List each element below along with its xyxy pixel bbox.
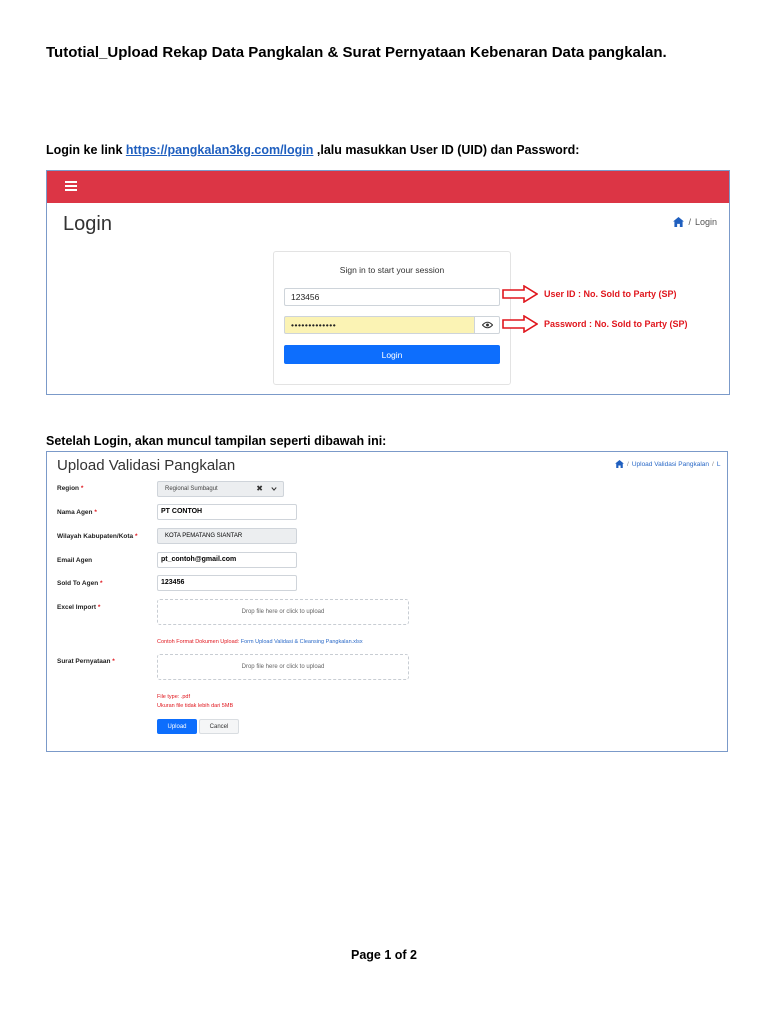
upload-page-title: Upload Validasi Pangkalan bbox=[57, 457, 236, 474]
user-id-callout bbox=[502, 285, 677, 303]
nama-agen-label: Nama Agen * bbox=[57, 509, 97, 516]
breadcrumb-separator: / bbox=[627, 460, 629, 468]
breadcrumb-separator: / bbox=[688, 217, 691, 227]
excel-dropzone[interactable]: Drop file here or click to upload bbox=[157, 599, 409, 625]
breadcrumb-current: Login bbox=[694, 217, 717, 227]
right-arrow-icon bbox=[502, 285, 538, 303]
show-password-button[interactable] bbox=[474, 316, 500, 334]
surat-label: Surat Pernyataan * bbox=[57, 658, 115, 665]
wilayah-input: KOTA PEMATANG SIANTAR bbox=[157, 528, 297, 544]
login-link[interactable]: https://pangkalan3kg.com/login bbox=[125, 143, 314, 157]
breadcrumb-trailing[interactable]: L bbox=[716, 460, 721, 468]
step2-instruction: Setelah Login, akan muncul tampilan seperti dibawah ini: bbox=[46, 434, 387, 448]
cancel-button[interactable]: Cancel bbox=[199, 719, 239, 734]
file-type-hint: File type: .pdf bbox=[157, 694, 191, 700]
region-value: Regional Sumbagut bbox=[165, 486, 218, 492]
breadcrumb bbox=[673, 217, 717, 227]
nama-agen-input[interactable]: PT CONTOH bbox=[157, 504, 297, 520]
upload-screenshot bbox=[46, 451, 728, 752]
breadcrumb-separator: / bbox=[712, 460, 714, 468]
password-input[interactable]: ••••••••••••• bbox=[284, 316, 474, 334]
file-size-hint: Ukuran file tidak lebih dari 5MB bbox=[157, 703, 234, 709]
user-id-callout-text: User ID : No. Sold to Party (SP) bbox=[544, 289, 677, 299]
top-navbar bbox=[47, 171, 729, 203]
password-callout-text: Password : No. Sold to Party (SP) bbox=[544, 319, 688, 329]
sold-to-label: Sold To Agen * bbox=[57, 580, 103, 587]
user-id-input[interactable]: 123456 bbox=[284, 288, 500, 306]
template-download-link[interactable]: Form Upload Validasi & Cleansing Pangkalan.xlsx bbox=[240, 639, 363, 645]
step1-prefix: Login ke link bbox=[46, 143, 126, 157]
login-card bbox=[273, 251, 511, 385]
eye-icon bbox=[482, 321, 493, 329]
login-page-title: Login bbox=[63, 213, 112, 235]
login-button[interactable]: Login bbox=[284, 345, 500, 364]
login-screenshot bbox=[46, 170, 730, 395]
breadcrumb bbox=[615, 460, 720, 468]
format-hint: Contoh Format Dokumen Upload: Form Upload Validasi & Cleansing Pangkalan.xlsx bbox=[157, 639, 363, 645]
region-select[interactable] bbox=[157, 481, 284, 497]
home-icon[interactable] bbox=[673, 217, 684, 227]
wilayah-label: Wilayah Kabupaten/Kota * bbox=[57, 533, 138, 540]
email-input[interactable]: pt_contoh@gmail.com bbox=[157, 552, 297, 568]
surat-dropzone[interactable]: Drop file here or click to upload bbox=[157, 654, 409, 680]
step1-suffix: ,lalu masukkan User ID (UID) dan Password: bbox=[313, 143, 580, 157]
home-icon[interactable] bbox=[615, 460, 624, 468]
excel-import-label: Excel Import * bbox=[57, 604, 101, 611]
login-message: Sign in to start your session bbox=[339, 265, 445, 275]
sold-to-input[interactable]: 123456 bbox=[157, 575, 297, 591]
step1-instruction bbox=[46, 143, 579, 157]
upload-button[interactable]: Upload bbox=[157, 719, 197, 734]
region-label: Region * bbox=[57, 485, 84, 492]
page-number: Page 1 of 2 bbox=[351, 948, 417, 962]
clear-icon[interactable]: ✖ bbox=[256, 484, 263, 493]
menu-icon[interactable] bbox=[65, 181, 77, 191]
chevron-down-icon bbox=[271, 486, 277, 492]
password-callout bbox=[502, 315, 688, 333]
right-arrow-icon bbox=[502, 315, 538, 333]
email-label: Email Agen bbox=[57, 557, 93, 564]
document-title: Tutotial_Upload Rekap Data Pangkalan & Surat Pernyataan Kebenaran Data pangkalan. bbox=[46, 44, 667, 61]
breadcrumb-current[interactable]: Upload Validasi Pangkalan bbox=[631, 460, 710, 468]
